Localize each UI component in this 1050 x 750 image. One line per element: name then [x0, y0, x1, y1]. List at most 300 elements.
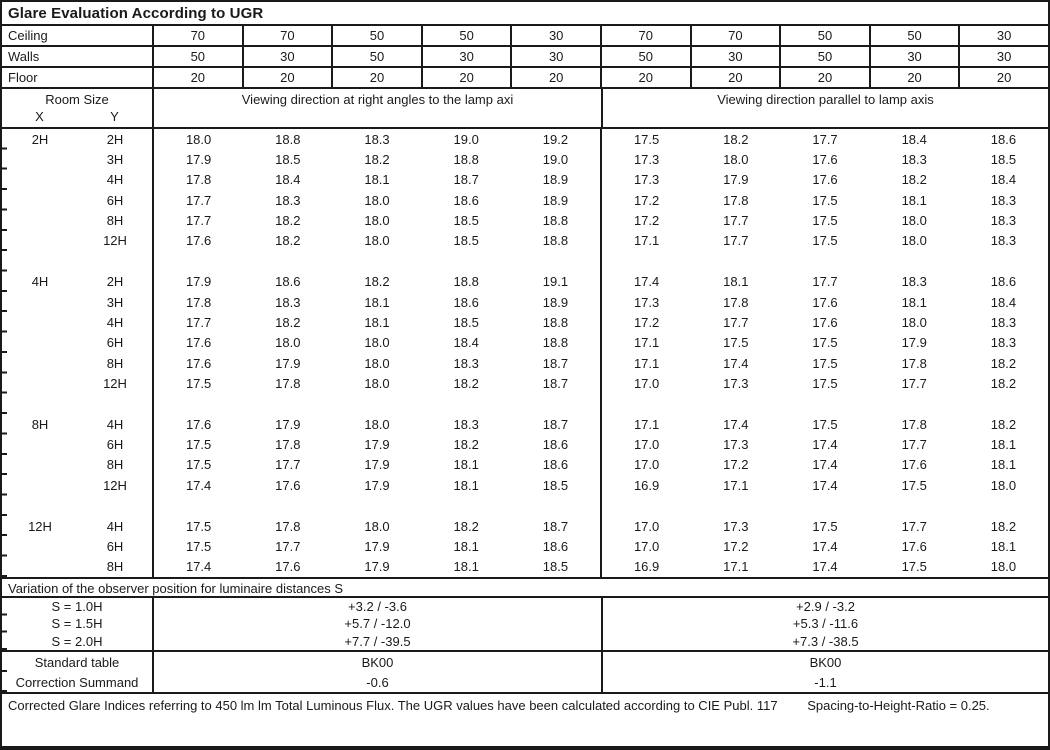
viewing-direction-parallel-header: Viewing direction parallel to lamp axis	[717, 92, 934, 107]
ugr-value: 18.7	[511, 414, 602, 434]
ugr-value: 16.9	[633, 477, 660, 493]
ugr-value	[422, 251, 511, 271]
surface-header-row	[2, 26, 1048, 47]
reflectance-value: 30	[692, 47, 782, 66]
ugr-value: 17.9	[275, 416, 301, 432]
ugr-value: 17.0	[633, 538, 660, 554]
reflectance-value: 30	[423, 47, 513, 66]
ugr-value: 17.3	[633, 152, 660, 168]
ugr-value: 18.3	[453, 355, 479, 371]
ugr-value: 17.7	[901, 375, 927, 391]
variation-row	[2, 633, 1048, 650]
ugr-value: 17.8	[275, 375, 301, 391]
ugr-value: 18.3	[364, 131, 390, 147]
ugr-value: 18.7	[511, 353, 602, 373]
ugr-value: 17.7	[723, 233, 749, 249]
spacing-label: S = 1.5H	[2, 615, 154, 632]
summary-label: Standard table	[2, 652, 154, 672]
ugr-value: 18.0	[901, 233, 927, 249]
room-y-value: 12H	[78, 475, 154, 495]
ugr-value: 18.5	[453, 233, 479, 249]
ugr-value: 18.2	[901, 172, 927, 188]
table-row	[2, 231, 1048, 251]
room-y-value: 4H	[78, 414, 154, 434]
ugr-value: 17.5	[185, 518, 212, 534]
table-row	[2, 149, 1048, 169]
room-x-value	[2, 455, 78, 475]
room-size-header	[2, 89, 154, 127]
ugr-value: 17.5	[901, 477, 927, 493]
ugr-value: 18.7	[511, 516, 602, 536]
ugr-value: 18.0	[901, 314, 927, 330]
ugr-value: 17.7	[275, 457, 301, 473]
ugr-value: 17.0	[633, 457, 660, 473]
ugr-value: 18.1	[901, 294, 927, 310]
ugr-value: 17.4	[812, 457, 838, 473]
ugr-value	[959, 394, 1048, 414]
ugr-value: 17.5	[185, 538, 212, 554]
ugr-value: 18.3	[275, 192, 301, 208]
variation-value-parallel: +5.3 / -11.6	[792, 616, 859, 632]
ugr-value: 17.4	[723, 355, 749, 371]
ugr-value	[870, 495, 959, 515]
ugr-value: 18.1	[364, 314, 390, 330]
ugr-value: 17.2	[633, 213, 660, 229]
ugr-value: 18.0	[723, 152, 749, 168]
ugr-value: 18.2	[453, 375, 479, 391]
reflectance-value: 70	[244, 26, 334, 45]
ugr-value: 18.5	[990, 152, 1017, 168]
ugr-value: 17.0	[633, 375, 660, 391]
ugr-value: 19.2	[511, 129, 602, 149]
room-x-value	[2, 312, 78, 332]
ugr-value: 18.2	[275, 314, 301, 330]
summary-value-right-angles: -0.6	[154, 672, 603, 692]
ugr-value: 18.8	[511, 231, 602, 251]
room-x-value	[2, 434, 78, 454]
summary-value-right-angles: BK00	[154, 652, 603, 672]
ugr-value: 17.5	[812, 213, 838, 229]
ugr-value: 18.1	[901, 192, 927, 208]
table-row	[2, 536, 1048, 556]
ugr-value: 18.4	[990, 294, 1017, 310]
ugr-value: 18.6	[990, 131, 1017, 147]
ugr-value: 19.1	[511, 272, 602, 292]
ugr-value: 18.8	[511, 210, 602, 230]
ugr-value: 17.7	[723, 314, 749, 330]
ugr-value: 17.2	[723, 538, 749, 554]
reflectance-value: 30	[512, 26, 602, 45]
ugr-value	[332, 394, 421, 414]
footer-note	[2, 692, 1048, 746]
ugr-value: 17.5	[633, 131, 660, 147]
room-y-value: 8H	[78, 557, 154, 577]
ugr-value: 18.6	[990, 274, 1017, 290]
ugr-value: 17.7	[723, 213, 749, 229]
ugr-value: 17.3	[723, 518, 749, 534]
ugr-value: 18.0	[364, 375, 390, 391]
variation-row	[2, 615, 1048, 632]
ugr-value: 18.6	[511, 434, 602, 454]
ugr-value: 19.0	[511, 149, 602, 169]
ugr-value: 18.7	[511, 373, 602, 393]
ugr-value: 17.7	[901, 518, 927, 534]
viewing-direction-right-angles-header: Viewing direction at right angles to the lamp axi	[154, 89, 603, 127]
ugr-value: 17.8	[901, 355, 927, 371]
room-x-value	[2, 190, 78, 210]
room-x-value	[2, 231, 78, 251]
reflectance-value: 50	[154, 47, 244, 66]
ugr-value: 18.1	[364, 294, 390, 310]
ugr-value: 18.0	[364, 518, 390, 534]
ugr-value	[511, 394, 602, 414]
ugr-value: 17.1	[633, 355, 660, 371]
ugr-value	[154, 394, 243, 414]
ugr-value	[691, 394, 780, 414]
ugr-value: 18.5	[453, 213, 479, 229]
room-y-value: 12H	[78, 231, 154, 251]
ugr-value: 18.8	[511, 333, 602, 353]
ugr-value: 17.6	[901, 457, 927, 473]
ugr-value: 17.3	[723, 437, 749, 453]
ugr-value: 17.2	[633, 314, 660, 330]
room-y-value: 6H	[78, 434, 154, 454]
ugr-value: 18.1	[453, 477, 479, 493]
ugr-value: 17.8	[901, 416, 927, 432]
reflectance-value: 20	[781, 68, 871, 87]
ugr-value: 18.6	[453, 294, 479, 310]
ugr-value: 17.9	[364, 437, 390, 453]
ugr-value: 18.0	[364, 213, 390, 229]
ugr-value: 18.8	[453, 274, 479, 290]
reflectance-value: 50	[423, 26, 513, 45]
ugr-value: 17.8	[723, 192, 749, 208]
ugr-value: 17.6	[812, 314, 838, 330]
ugr-value: 18.0	[364, 335, 390, 351]
ugr-value: 17.6	[275, 477, 301, 493]
room-x-value	[2, 536, 78, 556]
ugr-value: 18.5	[511, 557, 602, 577]
xy-labels	[2, 107, 152, 124]
ugr-value: 17.4	[812, 437, 838, 453]
ugr-value: 17.7	[812, 274, 838, 290]
x-label: X	[35, 109, 44, 124]
ugr-value	[602, 495, 691, 515]
ugr-value: 18.3	[275, 294, 301, 310]
ugr-value: 18.0	[275, 335, 301, 351]
reflectance-value: 30	[996, 49, 1012, 64]
spacing-height-ratio: Spacing-to-Height-Ratio = 0.25.	[807, 698, 990, 713]
ugr-value: 18.2	[990, 375, 1017, 391]
summary-value-parallel: BK00	[809, 654, 842, 670]
ugr-value: 18.2	[364, 152, 390, 168]
reflectance-value: 20	[871, 68, 961, 87]
room-x-value	[2, 333, 78, 353]
room-y-value: 8H	[78, 210, 154, 230]
ugr-value: 17.8	[723, 294, 749, 310]
reflectance-value: 30	[871, 47, 961, 66]
surface-label: Walls	[2, 47, 154, 66]
ugr-value: 17.5	[812, 416, 838, 432]
ugr-value	[780, 251, 869, 271]
ugr-value	[154, 495, 243, 515]
room-x-value: 2H	[31, 131, 49, 147]
ugr-value: 18.0	[990, 477, 1017, 493]
table-row	[2, 292, 1048, 312]
ugr-value: 17.5	[185, 375, 212, 391]
ugr-value: 18.2	[453, 437, 479, 453]
y-label: Y	[110, 109, 119, 124]
reflectance-value: 70	[692, 26, 782, 45]
table-row	[2, 251, 1048, 271]
ugr-value: 18.9	[511, 190, 602, 210]
variation-section-title: Variation of the observer position for luminaire distances S	[2, 577, 1048, 598]
ugr-value: 18.4	[275, 172, 301, 188]
reflectance-value: 30	[512, 47, 602, 66]
ugr-value: 18.1	[453, 538, 479, 554]
ugr-value	[422, 495, 511, 515]
ugr-value: 18.5	[453, 314, 479, 330]
ugr-value: 17.8	[275, 518, 301, 534]
ugr-value	[691, 495, 780, 515]
surface-header-rows	[2, 26, 1048, 89]
ugr-value	[602, 251, 691, 271]
ugr-value	[870, 394, 959, 414]
ugr-value: 18.3	[990, 192, 1017, 208]
room-y-value	[78, 495, 154, 515]
ugr-value: 17.6	[812, 172, 838, 188]
reflectance-value: 20	[512, 68, 602, 87]
room-x-value	[2, 251, 78, 271]
ugr-value: 18.6	[511, 536, 602, 556]
table-row	[2, 272, 1048, 292]
room-y-value	[78, 394, 154, 414]
ugr-value: 17.1	[723, 559, 749, 575]
ugr-value: 17.8	[185, 172, 212, 188]
reflectance-value: 20	[996, 70, 1012, 85]
ugr-value: 18.1	[723, 274, 749, 290]
ugr-value: 17.2	[723, 457, 749, 473]
table-row	[2, 333, 1048, 353]
ugr-value	[511, 251, 602, 271]
ugr-value: 17.1	[633, 335, 660, 351]
ugr-value: 18.1	[453, 457, 479, 473]
reflectance-value: 50	[781, 47, 871, 66]
room-x-value	[2, 292, 78, 312]
ugr-value: 17.3	[723, 375, 749, 391]
ugr-value: 18.3	[901, 274, 927, 290]
ugr-value: 17.9	[901, 335, 927, 351]
ugr-value: 17.6	[901, 538, 927, 554]
ugr-value: 17.4	[812, 538, 838, 554]
room-y-value: 4H	[78, 516, 154, 536]
ugr-value: 17.4	[185, 559, 212, 575]
room-y-value: 4H	[78, 170, 154, 190]
ugr-value: 17.4	[812, 559, 838, 575]
ugr-value: 17.2	[633, 192, 660, 208]
variation-row	[2, 598, 1048, 615]
ugr-value	[511, 495, 602, 515]
table-row	[2, 455, 1048, 475]
ugr-value: 18.6	[511, 455, 602, 475]
summary-value-parallel: -1.1	[814, 674, 837, 690]
ugr-value: 17.5	[185, 457, 212, 473]
ugr-value: 18.3	[990, 335, 1017, 351]
room-x-value	[2, 210, 78, 230]
ugr-value: 18.9	[511, 292, 602, 312]
summary-label: Correction Summand	[2, 672, 154, 692]
ugr-value: 18.8	[511, 312, 602, 332]
ugr-value: 17.7	[812, 131, 838, 147]
ugr-value: 17.8	[185, 294, 212, 310]
room-x-value: 4H	[31, 274, 49, 290]
ugr-value: 18.1	[364, 172, 390, 188]
ugr-value: 18.2	[275, 213, 301, 229]
table-row	[2, 434, 1048, 454]
room-size-label: Room Size	[45, 92, 109, 107]
reflectance-value: 30	[244, 47, 334, 66]
reflectance-value: 50	[333, 47, 423, 66]
ugr-value: 17.5	[812, 233, 838, 249]
ugr-value: 17.5	[812, 192, 838, 208]
ugr-value: 17.7	[901, 437, 927, 453]
ugr-value: 17.7	[275, 538, 301, 554]
ugr-value: 18.0	[185, 131, 212, 147]
surface-label: Ceiling	[2, 26, 154, 45]
ugr-value: 16.9	[633, 559, 660, 575]
ugr-value: 18.4	[901, 131, 927, 147]
ugr-value: 17.5	[812, 518, 838, 534]
room-y-value: 2H	[78, 272, 154, 292]
room-x-value	[2, 394, 78, 414]
room-y-value: 6H	[78, 190, 154, 210]
room-y-value: 4H	[78, 312, 154, 332]
ugr-value	[154, 251, 243, 271]
ugr-value	[959, 495, 1048, 515]
ugr-value: 18.0	[364, 355, 390, 371]
ugr-value	[780, 495, 869, 515]
ugr-value: 18.3	[990, 233, 1017, 249]
surface-label: Floor	[2, 68, 154, 87]
ugr-value: 18.6	[275, 274, 301, 290]
room-x-value: 12H	[28, 518, 52, 534]
surface-header-row	[2, 47, 1048, 68]
room-x-value	[2, 495, 78, 515]
ugr-value: 18.0	[990, 559, 1017, 575]
ugr-value: 17.9	[723, 172, 749, 188]
ugr-value: 17.6	[185, 233, 212, 249]
ugr-value: 18.3	[453, 416, 479, 432]
table-row	[2, 394, 1048, 414]
ugr-value: 17.6	[185, 355, 212, 371]
ugr-value: 17.5	[812, 375, 838, 391]
ugr-value: 17.1	[723, 477, 749, 493]
ugr-value: 17.9	[275, 355, 301, 371]
spacing-label: S = 1.0H	[2, 598, 154, 615]
page-title: Glare Evaluation According to UGR	[2, 2, 1048, 26]
reflectance-value: 30	[996, 28, 1012, 43]
ugr-value: 17.4	[185, 477, 212, 493]
ugr-value: 19.0	[453, 131, 479, 147]
ugr-value: 18.2	[364, 274, 390, 290]
ugr-value: 18.2	[990, 355, 1017, 371]
reflectance-value: 20	[423, 68, 513, 87]
ugr-value: 17.4	[723, 416, 749, 432]
ugr-value: 17.9	[364, 559, 390, 575]
ugr-value: 17.1	[633, 416, 660, 432]
table-row	[2, 210, 1048, 230]
ugr-value: 17.5	[812, 355, 838, 371]
table-row	[2, 495, 1048, 515]
table-row	[2, 190, 1048, 210]
ugr-data-grid	[2, 129, 1048, 577]
ugr-value: 17.0	[633, 437, 660, 453]
ugr-value: 18.1	[990, 457, 1017, 473]
ugr-value: 17.7	[185, 213, 212, 229]
reflectance-value: 50	[781, 26, 871, 45]
ugr-value: 17.0	[633, 518, 660, 534]
ugr-value: 18.0	[364, 416, 390, 432]
ugr-value: 18.6	[453, 192, 479, 208]
ugr-value	[332, 495, 421, 515]
table-row	[2, 353, 1048, 373]
ugr-value: 17.5	[723, 335, 749, 351]
reflectance-value: 70	[154, 26, 244, 45]
table-row	[2, 170, 1048, 190]
room-x-value	[2, 353, 78, 373]
ugr-value: 18.4	[453, 335, 479, 351]
room-x-value	[2, 373, 78, 393]
ugr-value: 18.0	[901, 213, 927, 229]
variation-value-parallel: +7.3 / -38.5	[792, 633, 859, 649]
ugr-value: 18.5	[511, 475, 602, 495]
footer-text: Corrected Glare Indices referring to 450 lm lm Total Luminous Flux. The UGR values have been calculated according to CIE Publ. 117	[8, 698, 778, 713]
ugr-value: 18.3	[901, 152, 927, 168]
ugr-value: 18.3	[990, 314, 1017, 330]
reflectance-value: 50	[333, 26, 423, 45]
ugr-value: 17.5	[185, 437, 212, 453]
ugr-value: 17.6	[185, 335, 212, 351]
ugr-value	[959, 251, 1048, 271]
ugr-value: 18.1	[453, 559, 479, 575]
section-header-row	[2, 89, 1048, 129]
spacing-label: S = 2.0H	[2, 633, 154, 650]
ugr-value: 17.7	[185, 192, 212, 208]
ugr-value: 18.0	[364, 192, 390, 208]
ugr-value: 17.6	[812, 152, 838, 168]
table-row	[2, 129, 1048, 149]
ugr-value	[602, 394, 691, 414]
room-y-value: 3H	[78, 292, 154, 312]
ugr-value: 17.4	[812, 477, 838, 493]
reflectance-value: 50	[602, 47, 692, 66]
surface-header-row	[2, 68, 1048, 89]
ugr-value: 18.2	[990, 518, 1017, 534]
table-row	[2, 475, 1048, 495]
ugr-value: 17.7	[185, 314, 212, 330]
variation-value-right-angles: +5.7 / -12.0	[154, 615, 603, 632]
variation-value-right-angles: +7.7 / -39.5	[154, 633, 603, 650]
ugr-value: 17.6	[185, 416, 212, 432]
room-y-value: 12H	[78, 373, 154, 393]
ugr-value: 17.6	[812, 294, 838, 310]
ugr-value: 17.1	[633, 233, 660, 249]
table-row	[2, 312, 1048, 332]
summary-rows	[2, 650, 1048, 692]
ugr-value: 17.3	[633, 172, 660, 188]
room-y-value	[78, 251, 154, 271]
ugr-value: 18.0	[364, 233, 390, 249]
